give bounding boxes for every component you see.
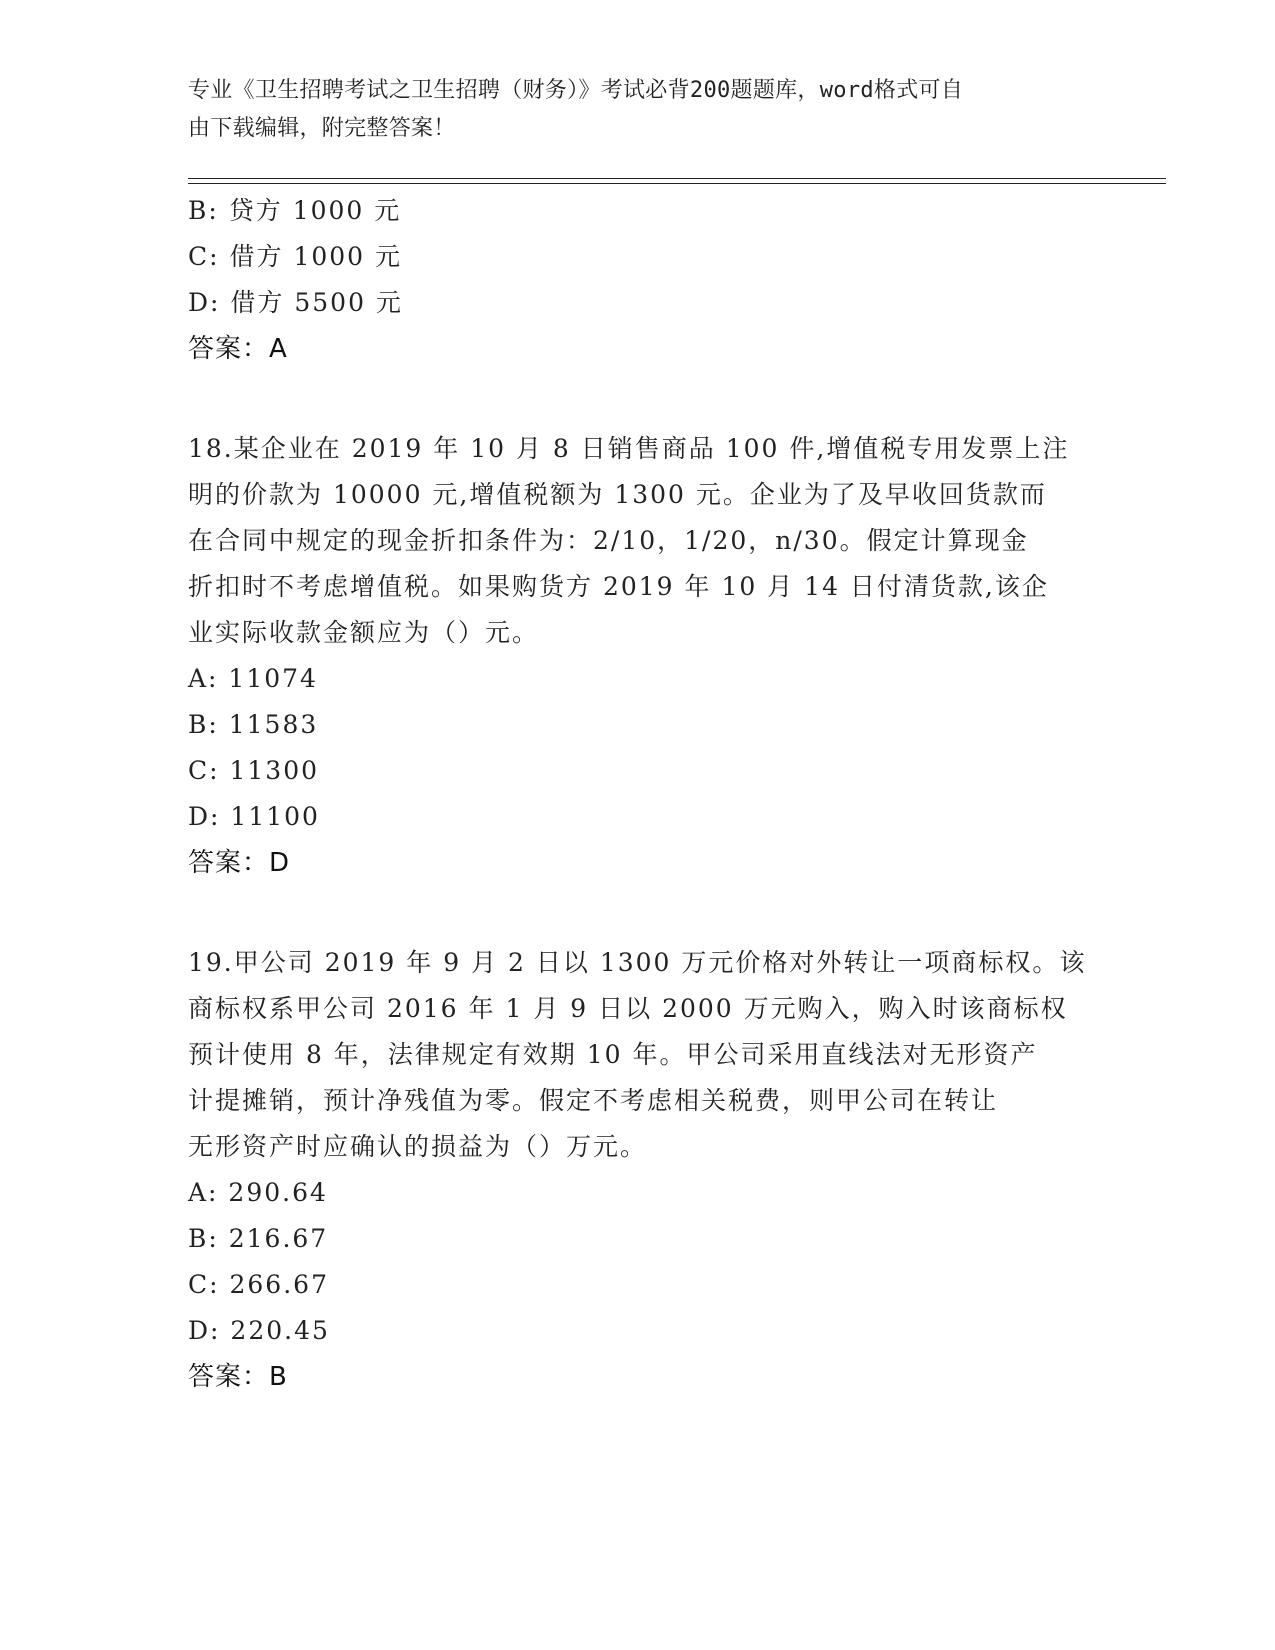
header-rule-bottom <box>188 183 1166 184</box>
question-text-line: 预计使用 8 年，法律规定有效期 10 年。甲公司采用直线法对无形资产 <box>188 1040 1038 1069</box>
option-a: A: 290.64 <box>188 1178 328 1207</box>
question-gap <box>188 372 1088 426</box>
header-line-1: 专业《卫生招聘考试之卫生招聘（财务）》考试必背200题题库，word格式可自 <box>188 78 964 103</box>
question-text-line: 明的价款为 10000 元,增值税额为 1300 元。企业为了及早收回货款而 <box>188 480 1047 509</box>
option-d: D: 借方 5500 元 <box>188 288 403 317</box>
question-text-line: 在合同中规定的现金折扣条件为：2/10，1/20，n/30。假定计算现金 <box>188 526 1029 555</box>
option-b: B: 216.67 <box>188 1224 329 1253</box>
option-b: B: 贷方 1000 元 <box>188 196 402 225</box>
option-a: A: 11074 <box>188 664 318 693</box>
question-text-line: 折扣时不考虑增值税。如果购货方 2019 年 10 月 14 日付清货款,该企 <box>188 572 1049 601</box>
question-18 <box>188 426 1088 886</box>
question-19 <box>188 940 1088 1400</box>
header-line-2: 由下载编辑，附完整答案！ <box>188 116 456 141</box>
document-body <box>188 188 1088 1400</box>
question-text-line: 商标权系甲公司 2016 年 1 月 9 日以 2000 万元购入，购入时该商标权 <box>188 994 1068 1023</box>
option-d: D: 11100 <box>188 802 320 831</box>
answer-line: 答案：B <box>188 1362 288 1392</box>
answer-line: 答案：D <box>188 848 291 878</box>
option-d: D: 220.45 <box>188 1316 330 1345</box>
option-c: C: 266.67 <box>188 1270 329 1299</box>
question-17-tail <box>188 188 1088 372</box>
question-text-line: 19.甲公司 2019 年 9 月 2 日以 1300 万元价格对外转让一项商标权。该 <box>188 948 1087 977</box>
answer-line: 答案：A <box>188 334 288 364</box>
question-text-line: 计提摊销，预计净残值为零。假定不考虑相关税费，则甲公司在转让 <box>188 1086 999 1115</box>
option-b: B: 11583 <box>188 710 319 739</box>
question-gap <box>188 886 1088 940</box>
header-rule-top <box>188 178 1166 179</box>
question-text-line: 业实际收款金额应为（）元。 <box>188 618 540 647</box>
page-header <box>188 72 1068 148</box>
question-text-line: 无形资产时应确认的损益为（）万元。 <box>188 1132 648 1161</box>
option-c: C: 11300 <box>188 756 320 785</box>
question-text-line: 18.某企业在 2019 年 10 月 8 日销售商品 100 件,增值税专用发票上注 <box>188 434 1070 463</box>
option-c: C: 借方 1000 元 <box>188 242 403 271</box>
